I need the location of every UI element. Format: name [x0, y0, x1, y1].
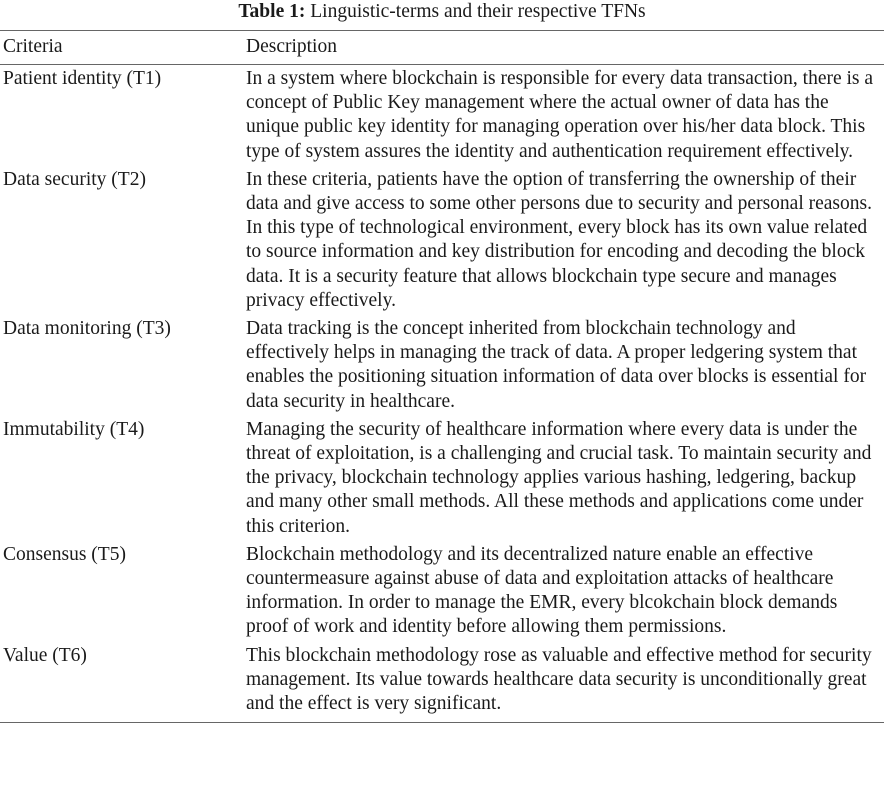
description-cell: In these criteria, patients have the option of transferring the ownership of their data and give access to some other persons due to security and personal reasons. In this type of technological environment, every block has its own value related to source information and key distribution for encoding and decoding the block data. It is a security feature that allows blockchain type secure and manages privacy effectively.: [246, 168, 872, 311]
criteria-cell: Value (T6): [0, 642, 246, 723]
table-row: [0, 416, 884, 541]
description-cell: In a system where blockchain is responsible for every data transaction, there is a concept of Public Key management where the actual owner of data has the unique public key identity for managing operation over his/her data block. This type of system assures the identity and authentication requirement effectively.: [246, 68, 874, 162]
description-cell: Blockchain methodology and its decentralized nature enable an effective countermeasure against abuse of data and exploitation attacks of healthcare information. In order to manage the EMR, every blcokchain block demands proof of work and identity before allowing them permissions.: [246, 543, 838, 638]
table-row: [0, 315, 884, 416]
table-caption-label: Table 1:: [238, 1, 306, 22]
criteria-cell: Patient identity (T1): [3, 68, 162, 89]
criteria-cell: Consensus (T5): [3, 543, 126, 565]
table-caption-text: Linguistic-terms and their respective TFNs: [310, 1, 646, 22]
table-row: [0, 65, 884, 166]
criteria-cell: Data monitoring (T3): [3, 318, 171, 340]
description-cell: Managing the security of healthcare information where every data is under the threat of exploitation, is a challenging and crucial task. To maintain security and the privacy, blockchain technology applies various hashing, ledgering, backup and many other small methods. All these methods and applications come under this criterion.: [246, 418, 872, 537]
table-row: [0, 166, 884, 315]
criteria-table: [0, 30, 884, 723]
description-cell: This blockchain methodology rose as valuable and effective method for security management. Its value towards healthcare data security is unconditionally great and the effect is very significant.: [246, 642, 884, 723]
column-header-criteria: Criteria: [0, 31, 246, 65]
table-header-row: [0, 31, 884, 65]
criteria-cell: Immutability (T4): [3, 418, 145, 440]
table-caption: [0, 0, 884, 30]
table-row: [0, 541, 884, 642]
column-header-description: Description: [246, 31, 884, 65]
criteria-cell: Data security (T2): [3, 168, 146, 190]
table-row: [0, 642, 884, 723]
description-cell: Data tracking is the concept inherited from blockchain technology and effectively helps in managing the track of data. A proper ledgering system that enables the positioning situation information of data over blocks is essential for data security in healthcare.: [246, 318, 867, 412]
